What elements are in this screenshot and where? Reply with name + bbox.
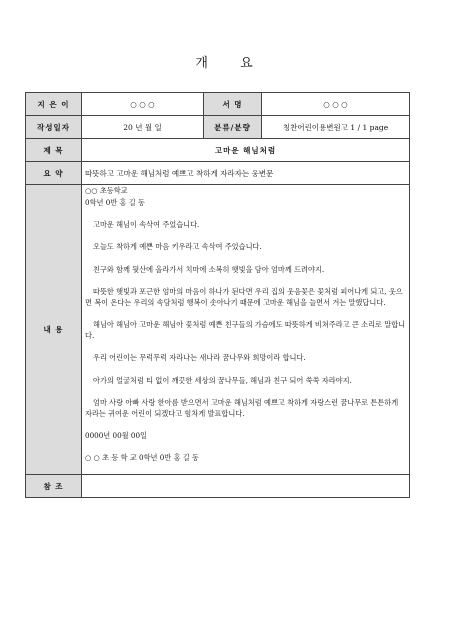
content-paragraph: 우리 어린이는 무럭무럭 자라나는 새나라 꿈나무와 희망이라 합니다. — [93, 353, 306, 363]
reference-value — [82, 475, 410, 498]
date-value: 20 년 월 일 — [82, 116, 204, 139]
content-paragraph: 오늘도 착하게 예쁜 마음 키우라고 속삭여 주었습니다. — [93, 242, 262, 252]
content-paragraph: 따뜻한 햇빛과 포근한 엄마의 마음이 하나가 된다면 우리 집의 웃음꽃은 꽃처럼 피어나게 되고, 웃으면 복이 온다는 우리의 속담처럼 행복이 솟아나기 때문에 고마운 해님을 늘면서 겨는 말했답니다. — [85, 286, 403, 307]
signature-value: ○ ○ ○ — [262, 93, 410, 116]
summary-row — [26, 162, 410, 185]
summary-value: 따뜻하고 고마운 해님처럼 예쁘고 착하게 자라자는 웅변문 — [82, 162, 410, 185]
content-signature-line: ○ ○ 초 등 학 교 0학년 0반 홍 길 동 — [85, 453, 199, 463]
content-school: ○○ 초등학교 — [85, 186, 128, 195]
subject-row — [26, 139, 410, 162]
content-paragraph: 친구와 함께 뒷산에 올라가서 치마에 소복히 햇빛을 담아 엄마께 드려야지. — [93, 264, 325, 274]
author-value: ○ ○ ○ — [82, 93, 204, 116]
content-body — [82, 185, 410, 475]
author-label: 지 은 이 — [26, 93, 82, 116]
summary-label: 요 약 — [26, 162, 82, 185]
date-row — [26, 116, 410, 139]
content-paragraph: 해님아 해님아 고마운 해님아 꽃처럼 예쁜 친구들의 가슴에도 따뜻하게 비쳐주라고 큰 소리로 말합니다. — [85, 320, 406, 341]
title-char-2: 요 — [240, 56, 255, 71]
content-label: 내 용 — [26, 185, 82, 475]
content-paragraph: 아가의 얼굴처럼 티 없이 깨끗한 세상의 꿈나무들, 해님과 친구 되어 쑥쑥 자라야지. — [93, 375, 352, 385]
content-student: 0학년 0반 홍 길 동 — [85, 198, 145, 208]
reference-row — [26, 475, 410, 498]
signature-label: 서 명 — [204, 93, 262, 116]
title-char-1: 개 — [195, 56, 210, 71]
subject-value: 고마운 해님처럼 — [82, 139, 410, 162]
category-value: 칭찬어린이용변원고 1 / 1 page — [262, 116, 410, 139]
content-paragraph: 고마운 해님이 속삭여 주었습니다. — [93, 220, 200, 230]
category-label: 분류/분량 — [204, 116, 262, 139]
document-title — [0, 52, 450, 71]
date-label: 작성일자 — [26, 116, 82, 139]
content-row — [26, 185, 410, 475]
content-paragraph: 엄마 사랑 아빠 사랑 한아름 받으면서 고마운 해님처럼 예쁘고 착하게 자랑스런 꿈나무로 튼튼하게 자라는 귀여운 어린이 되겠다고 힘차게 발표합니다. — [85, 397, 399, 418]
content-date: 0000년 00월 00일 — [85, 431, 147, 441]
reference-label: 참 조 — [26, 475, 82, 498]
author-row — [26, 93, 410, 116]
subject-label: 제 목 — [26, 139, 82, 162]
summary-form-table — [25, 92, 410, 498]
